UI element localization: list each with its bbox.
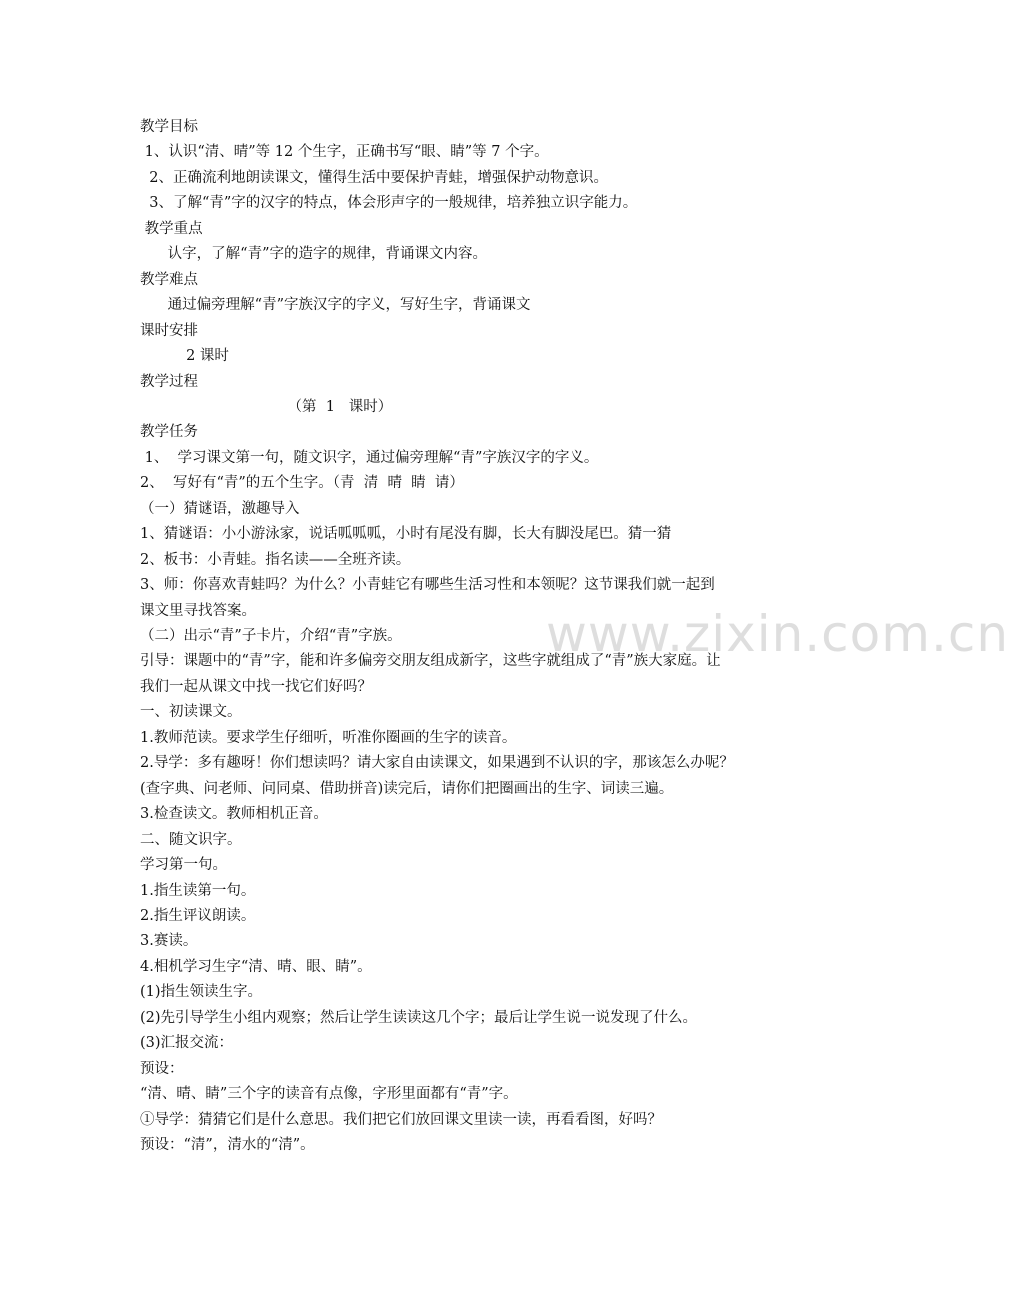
- text-line: 教学重点: [140, 221, 203, 237]
- text-line: 预设：“清”，清水的“清”。: [140, 1137, 315, 1153]
- text-line: (查字典、问老师、问同桌、借助拼音)读完后，请你们把圈画出的生字、词读三遍。: [140, 781, 674, 797]
- text-line: (2)先引导学生小组内观察；然后让学生读读这几个字；最后让学生说一说发现了什么。: [140, 1010, 698, 1026]
- text-line: （一）猜谜语，激趣导入: [140, 501, 300, 517]
- text-line: 一、初读课文。: [140, 704, 242, 720]
- text-line: 2.指生评议朗读。: [140, 908, 256, 924]
- text-line: 3、了解“青”字的汉字的特点，体会形声字的一般规律，培养独立识字能力。: [140, 195, 638, 211]
- text-line: 3.检查读文。教师相机正音。: [140, 806, 328, 822]
- text-line: 二、随文识字。: [140, 832, 242, 848]
- text-line: 课文里寻找答案。: [140, 603, 256, 619]
- text-line: 2、 写好有“青”的五个生字。（青 清 晴 睛 请）: [140, 475, 464, 491]
- text-line: 课时安排: [140, 323, 198, 339]
- text-line: 2 课时: [140, 348, 229, 364]
- text-line: 1.教师范读。要求学生仔细听，听准你圈画的生字的读音。: [140, 730, 517, 746]
- text-line: 教学过程: [140, 374, 198, 390]
- text-line: 1.指生读第一句。: [140, 883, 256, 899]
- text-line: “清、晴、睛”三个字的读音有点像，字形里面都有“青”字。: [140, 1086, 518, 1102]
- text-line: 教学难点: [140, 272, 198, 288]
- text-line: 教学任务: [140, 424, 198, 440]
- text-line: 2、正确流利地朗读课文，懂得生活中要保护青蛙，增强保护动物意识。: [140, 170, 608, 186]
- text-line: 教学目标: [140, 119, 198, 135]
- text-line: 1、猜谜语：小小游泳家，说话呱呱呱，小时有尾没有脚，长大有脚没尾巴。猜一猜: [140, 526, 672, 542]
- text-line: 预设：: [140, 1061, 184, 1077]
- text-line: 我们一起从课文中找一找它们好吗？: [140, 679, 372, 695]
- text-line: 通过偏旁理解“青”字族汉字的字义，写好生字，背诵课文: [140, 297, 531, 313]
- text-line: 1、认识“清、晴”等 12 个生字，正确书写“眼、睛”等 7 个字。: [140, 144, 549, 160]
- text-line: 4.相机学习生字“清、晴、眼、睛”。: [140, 959, 372, 975]
- text-line: （二）出示“青”子卡片，介绍“青”字族。: [140, 628, 402, 644]
- text-line: 3、师：你喜欢青蛙吗？为什么？小青蛙它有哪些生活习性和本领呢？这节课我们就一起到: [140, 577, 715, 593]
- text-line: 3.赛读。: [140, 933, 198, 949]
- text-line: 学习第一句。: [140, 857, 227, 873]
- text-line: (3)汇报交流：: [140, 1035, 234, 1051]
- text-line: 认字，了解“青”字的造字的规律，背诵课文内容。: [140, 246, 487, 262]
- text-line: 2、板书：小青蛙。指名读——全班齐读。: [140, 552, 411, 568]
- text-line: (1)指生领读生字。: [140, 984, 263, 1000]
- text-line: （第 1 课时）: [140, 399, 393, 415]
- text-line: 引导：课题中的“青”字，能和许多偏旁交朋友组成新字，这些字就组成了“青”族大家庭。让: [140, 653, 721, 669]
- watermark: www.zixin.com.cn: [546, 605, 1009, 663]
- text-line: 1、 学习课文第一句，随文识字，通过偏旁理解“青”字族汉字的字义。: [140, 450, 599, 466]
- text-line: ①导学：猜猜它们是什么意思。我们把它们放回课文里读一读，再看看图，好吗？: [140, 1112, 662, 1128]
- text-line: 2.导学：多有趣呀！你们想读吗？请大家自由读课文，如果遇到不认识的字，那该怎么办呢？: [140, 755, 734, 771]
